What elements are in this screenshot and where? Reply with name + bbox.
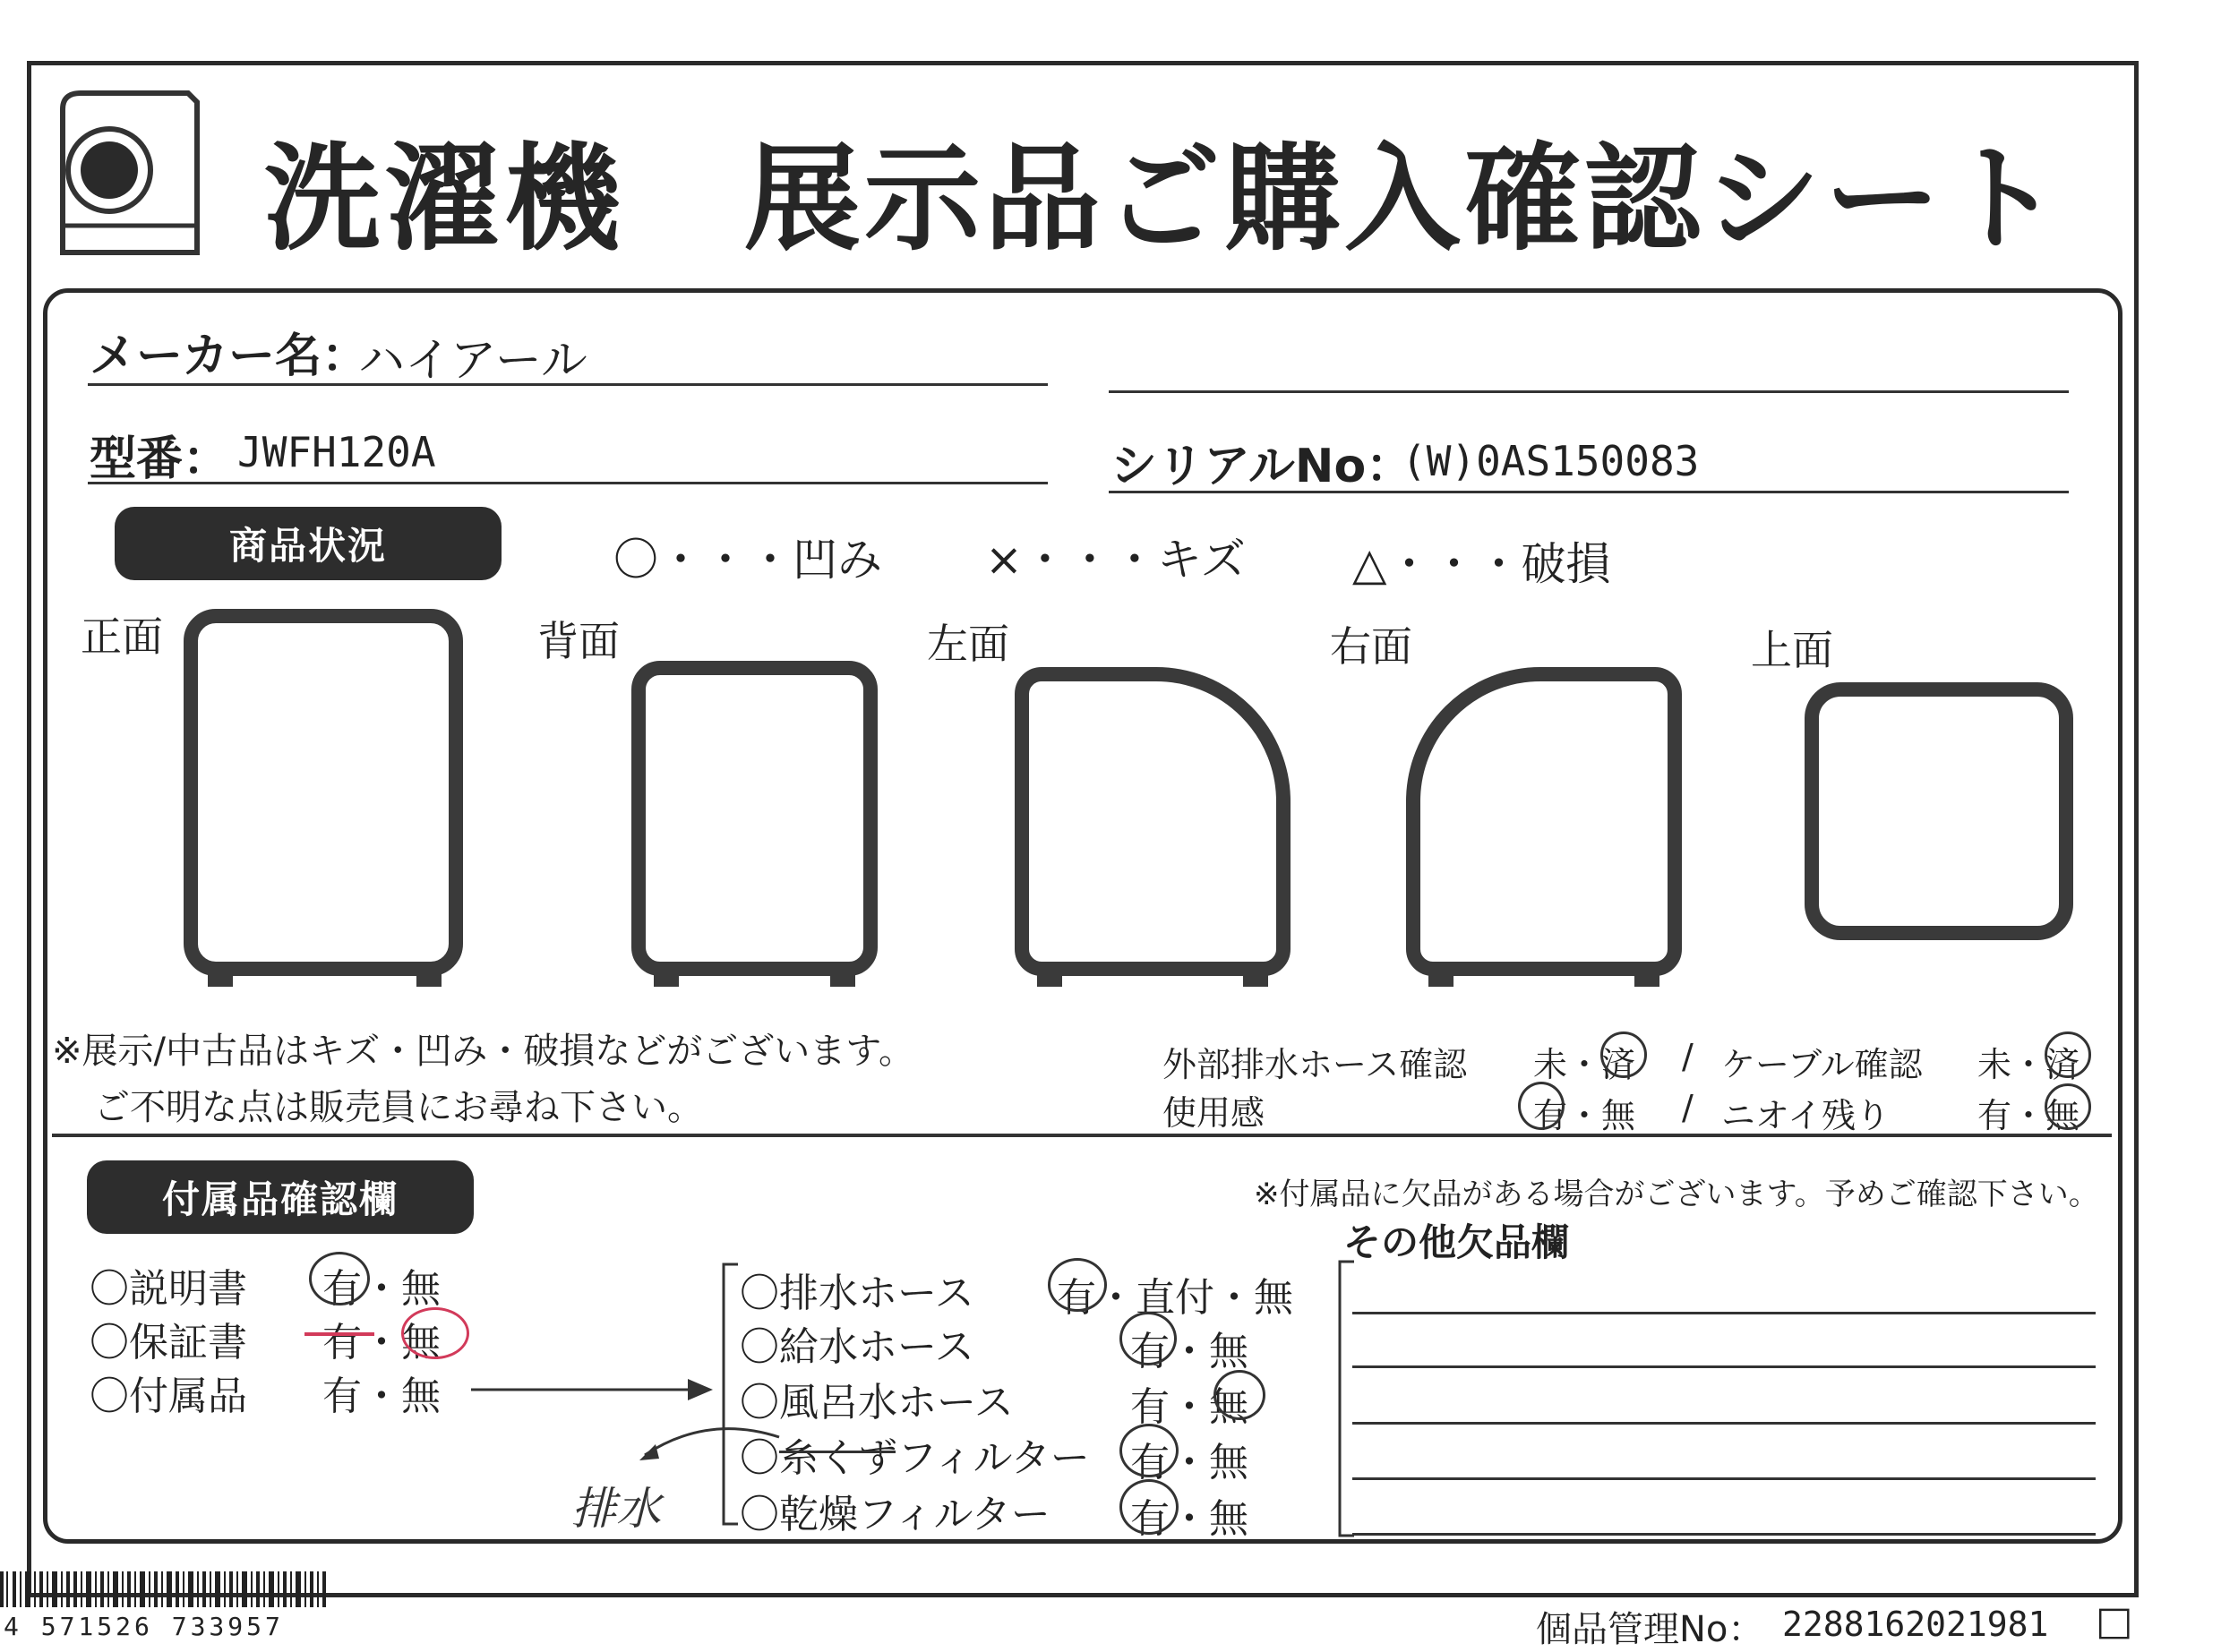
odor-label: ニオイ残り xyxy=(1721,1096,1891,1135)
other-missing-line-4[interactable] xyxy=(1352,1477,2096,1480)
management-checkbox[interactable]: □ xyxy=(2096,1598,2133,1644)
view-label-back: 背面 xyxy=(537,617,620,665)
accessory-parts-options[interactable]: 有・無 xyxy=(322,1374,441,1419)
bath-hose-options[interactable]: 有・無 xyxy=(1130,1384,1248,1430)
view-label-right: 右面 xyxy=(1330,622,1412,671)
other-missing-line-3[interactable] xyxy=(1352,1422,2096,1425)
maker-label: メーカー名： xyxy=(90,330,368,383)
back-view-diagram[interactable] xyxy=(631,661,878,976)
model-value: JWFH120A xyxy=(237,428,436,476)
barcode-number: 4 571526 733957 xyxy=(4,1612,284,1641)
check-separator-1: / xyxy=(1682,1037,1694,1076)
legend-damage: △・・・破損 xyxy=(1352,538,1611,590)
warranty-none-circle xyxy=(401,1307,469,1359)
lint-filter-options[interactable]: 有・無 xyxy=(1130,1440,1248,1485)
left-foot-left xyxy=(1037,974,1062,987)
view-label-top: 上面 xyxy=(1751,626,1833,674)
bath-hose-none-circle xyxy=(1213,1370,1265,1420)
other-missing-line-2[interactable] xyxy=(1352,1365,2096,1368)
arrow-right-icon xyxy=(466,1370,716,1406)
drain-hose-yes-circle xyxy=(1048,1258,1107,1312)
accessory-manual-label: 〇説明書 xyxy=(90,1266,247,1312)
supply-hose-options[interactable]: 有・無 xyxy=(1130,1329,1248,1374)
blank-underline xyxy=(1109,390,2069,393)
model-label: 型番： xyxy=(90,432,230,486)
management-value: 2288162021981 xyxy=(1782,1605,2049,1644)
legend-scratch: ×・・・キズ xyxy=(985,534,1246,586)
cable-check-options[interactable]: 未・済 xyxy=(1977,1045,2080,1084)
supply-hose-yes-circle xyxy=(1119,1312,1177,1365)
bath-hose-label: 〇風呂水ホース xyxy=(740,1380,1014,1425)
legend-dent: 〇・・・凹み xyxy=(613,534,882,586)
odor-none-circle xyxy=(2045,1083,2091,1130)
other-bracket xyxy=(1333,1258,1359,1545)
serial-label: シリアルNo： xyxy=(1110,440,1413,493)
right-foot-left xyxy=(1428,974,1454,987)
accessory-manual-options[interactable]: 有・無 xyxy=(322,1266,441,1312)
cable-check-label: ケーブル確認 xyxy=(1721,1045,1923,1084)
drain-hose-label: 〇排水ホース xyxy=(740,1271,974,1316)
front-view-diagram[interactable] xyxy=(184,609,463,976)
other-missing-line-5[interactable] xyxy=(1352,1533,2096,1536)
serial-value: (W)0AS150083 xyxy=(1402,437,1700,485)
disclaimer-line-1: ※展示/中古品はキズ・凹み・破損などがございます。 xyxy=(52,1031,914,1072)
cable-done-circle xyxy=(2045,1031,2091,1078)
back-foot-right xyxy=(830,974,855,987)
disclaimer-line-2: ご不明な点は販売員にお尋ね下さい。 xyxy=(94,1087,703,1128)
serial-underline xyxy=(1109,491,2069,493)
usage-label: 使用感 xyxy=(1162,1093,1265,1133)
maker-underline xyxy=(88,383,1048,386)
accessory-parts-label: 〇付属品 xyxy=(90,1374,247,1419)
accessory-warranty-options[interactable]: 有・無 xyxy=(322,1320,441,1365)
right-foot-right xyxy=(1634,974,1659,987)
washing-machine-icon xyxy=(54,82,206,261)
drain-hose-done-circle xyxy=(1600,1031,1647,1078)
accessories-heading: 付属品確認欄 xyxy=(87,1160,474,1234)
maker-value: ハイアール xyxy=(358,334,587,388)
accessory-warranty-label: 〇保証書 xyxy=(90,1320,247,1365)
manual-yes-circle xyxy=(309,1252,370,1305)
check-separator-2: / xyxy=(1682,1088,1694,1127)
drain-hose-check-label: 外部排水ホース確認 xyxy=(1162,1045,1468,1084)
drain-hose-options[interactable]: 有・直付・無 xyxy=(1057,1275,1293,1321)
front-foot-left xyxy=(208,974,233,987)
page-title: 洗濯機 展示品ご購入確認シート xyxy=(264,131,2065,267)
back-foot-left xyxy=(654,974,679,987)
left-foot-right xyxy=(1243,974,1268,987)
view-label-left: 左面 xyxy=(927,620,1009,668)
usage-yes-circle xyxy=(1518,1082,1565,1130)
drain-hose-check-options[interactable]: 未・済 xyxy=(1533,1045,1636,1084)
dryer-filter-label: 〇乾燥フィルター xyxy=(740,1492,1050,1537)
lint-filter-label: 〇糸くずフィルター xyxy=(740,1435,1090,1481)
odor-options[interactable]: 有・無 xyxy=(1977,1096,2080,1135)
handwritten-drain-note: 排水 xyxy=(571,1483,661,1535)
dryer-filter-options[interactable]: 有・無 xyxy=(1130,1496,1248,1542)
usage-options[interactable]: 有・無 xyxy=(1533,1096,1636,1135)
management-label: 個品管理No： xyxy=(1536,1609,1764,1650)
other-missing-heading: その他欠品欄 xyxy=(1343,1220,1570,1264)
model-underline xyxy=(88,482,1048,484)
accessories-notice: ※付属品に欠品がある場合がございます。予めご確認下さい。 xyxy=(1254,1177,2099,1212)
other-missing-line-1[interactable] xyxy=(1352,1312,2096,1314)
condition-heading: 商品状況 xyxy=(115,507,502,580)
curved-arrow-icon xyxy=(627,1419,788,1473)
lint-filter-yes-circle xyxy=(1119,1424,1179,1477)
left-view-diagram[interactable] xyxy=(1015,667,1291,976)
warranty-yes-strike xyxy=(304,1332,374,1336)
right-view-diagram[interactable] xyxy=(1406,667,1682,976)
lint-filter-strike xyxy=(779,1451,896,1453)
view-label-front: 正面 xyxy=(81,612,163,661)
supply-hose-label: 〇給水ホース xyxy=(740,1324,974,1370)
front-foot-right xyxy=(416,974,442,987)
dryer-filter-yes-circle xyxy=(1119,1479,1179,1535)
top-view-diagram[interactable] xyxy=(1805,682,2073,940)
section-divider xyxy=(52,1134,2112,1137)
